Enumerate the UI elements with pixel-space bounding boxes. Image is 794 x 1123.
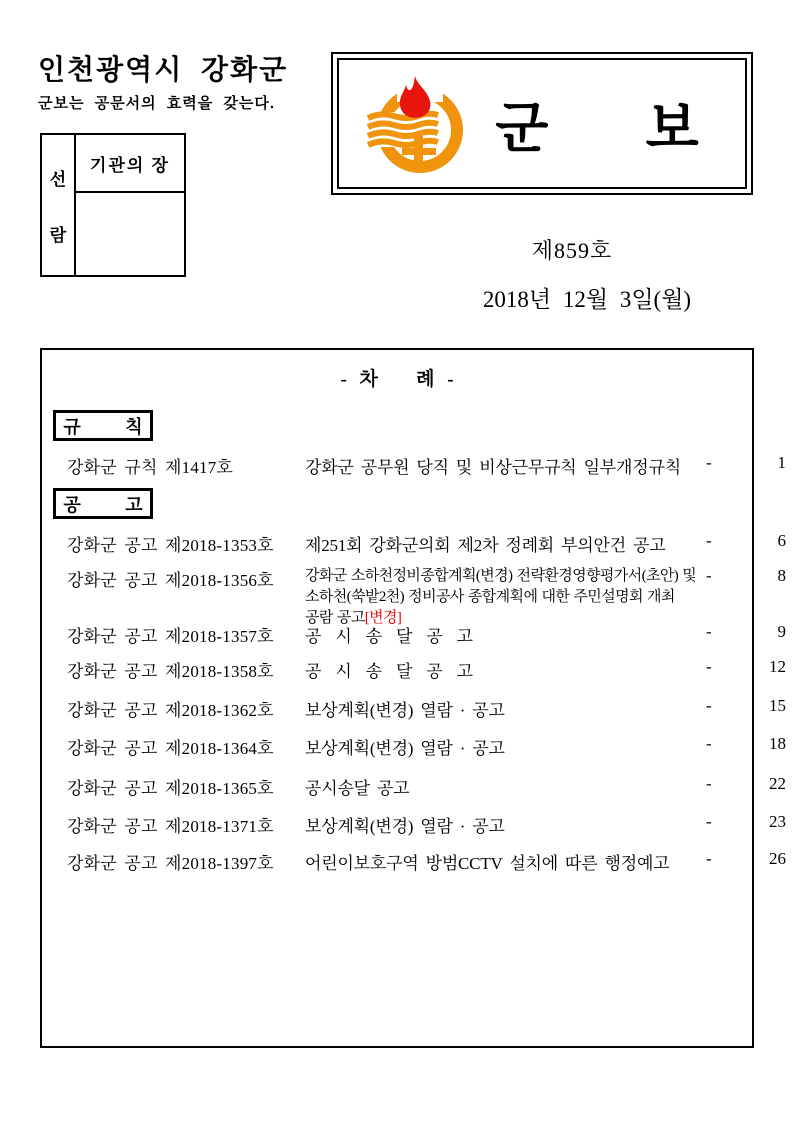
- toc-row: [42, 566, 786, 630]
- row-title-line-text: 공람 공고: [305, 610, 365, 626]
- row-number: 강화군 공고 제2018-1371호: [67, 817, 274, 836]
- section-label-rules: 규 칙: [53, 410, 153, 441]
- toc-row: [42, 657, 786, 681]
- row-page-number: 26: [769, 849, 786, 868]
- approval-blank-cell: [76, 193, 184, 275]
- row-number: 강화군 공고 제2018-1397호: [67, 854, 274, 873]
- row-page-number: 23: [769, 812, 786, 831]
- toc-row: [42, 531, 786, 555]
- row-number: 강화군 규칙 제1417호: [67, 458, 234, 477]
- approval-review-char-bottom: 람: [49, 225, 67, 245]
- row-number: 강화군 공고 제2018-1358호: [67, 662, 274, 681]
- row-title: 공 시 송 달 공 고: [305, 662, 473, 681]
- approval-review-column: [42, 135, 76, 275]
- toc-row: [42, 849, 786, 873]
- row-number: 강화군 공고 제2018-1365호: [67, 779, 274, 798]
- agency-subtitle: 군보는 공문서의 효력을 갖는다.: [38, 95, 276, 112]
- row-title: 어린이보호구역 방범CCTV 설치에 따른 행정예고: [305, 854, 670, 873]
- agency-title: 인천광역시 강화군: [38, 54, 289, 85]
- row-page-number: 9: [777, 622, 786, 641]
- row-title: 보상계획(변경) 열람 · 공고: [305, 817, 505, 836]
- row-page-number: 6: [777, 531, 786, 550]
- row-page-dash: -: [706, 566, 712, 585]
- gazette-title: 군 보: [495, 97, 699, 159]
- row-page-dash: -: [706, 622, 712, 641]
- row-page-dash: -: [706, 812, 712, 831]
- county-emblem-icon: [367, 74, 463, 174]
- row-page-number: 22: [769, 774, 786, 793]
- row-number: 강화군 공고 제2018-1357호: [67, 627, 274, 646]
- row-number: 강화군 공고 제2018-1353호: [67, 536, 274, 555]
- row-page-number: 8: [777, 566, 786, 585]
- row-page-number: 15: [769, 696, 786, 715]
- approval-box: [40, 133, 186, 277]
- row-title-line: 소하천(쑥밭2천) 정비공사 종합계획에 대한 주민설명회 개최: [305, 589, 675, 605]
- toc-row: [42, 622, 786, 646]
- row-title-line: 강화군 소하천정비종합계획(변경) 전략환경영향평가서(초안) 및: [305, 568, 697, 584]
- issue-number: 제859호: [531, 238, 613, 263]
- row-page-dash: -: [706, 696, 712, 715]
- row-number: 강화군 공고 제2018-1364호: [67, 739, 274, 758]
- toc-row: [42, 734, 786, 758]
- row-page-dash: -: [706, 453, 712, 472]
- row-page-number: 1: [777, 453, 786, 472]
- approval-review-char-top: 선: [49, 169, 67, 189]
- toc-row: [42, 696, 786, 720]
- row-page-dash: -: [706, 849, 712, 868]
- row-number: 강화군 공고 제2018-1362호: [67, 701, 274, 720]
- row-title: [305, 566, 705, 629]
- row-title: 강화군 공무원 당직 및 비상근무규칙 일부개정규칙: [305, 458, 681, 477]
- toc-row: [42, 812, 786, 836]
- row-title: 제251회 강화군의회 제2차 정례회 부의안건 공고: [305, 536, 666, 555]
- toc-row: [42, 453, 786, 477]
- row-page-dash: -: [706, 531, 712, 550]
- row-title: 공시송달 공고: [305, 779, 410, 798]
- section-label-notices: 공 고: [53, 488, 153, 519]
- toc-title: - 차 례 -: [340, 369, 454, 390]
- row-page-dash: -: [706, 774, 712, 793]
- row-page-dash: -: [706, 734, 712, 753]
- row-page-number: 18: [769, 734, 786, 753]
- approval-head-cell: 기관의 장: [76, 135, 184, 193]
- gazette-masthead-box: [331, 52, 753, 195]
- row-number: 강화군 공고 제2018-1356호: [67, 571, 274, 590]
- row-title: 공 시 송 달 공 고: [305, 627, 473, 646]
- row-title: 보상계획(변경) 열람 · 공고: [305, 701, 505, 720]
- issue-date: 2018년 12월 3일(월): [482, 287, 692, 312]
- row-title: 보상계획(변경) 열람 · 공고: [305, 739, 505, 758]
- row-page-number: 12: [769, 657, 786, 676]
- toc-row: [42, 774, 786, 798]
- toc-box: [40, 348, 786, 1048]
- row-title-change-tag: [변경]: [364, 610, 402, 626]
- row-page-dash: -: [706, 657, 712, 676]
